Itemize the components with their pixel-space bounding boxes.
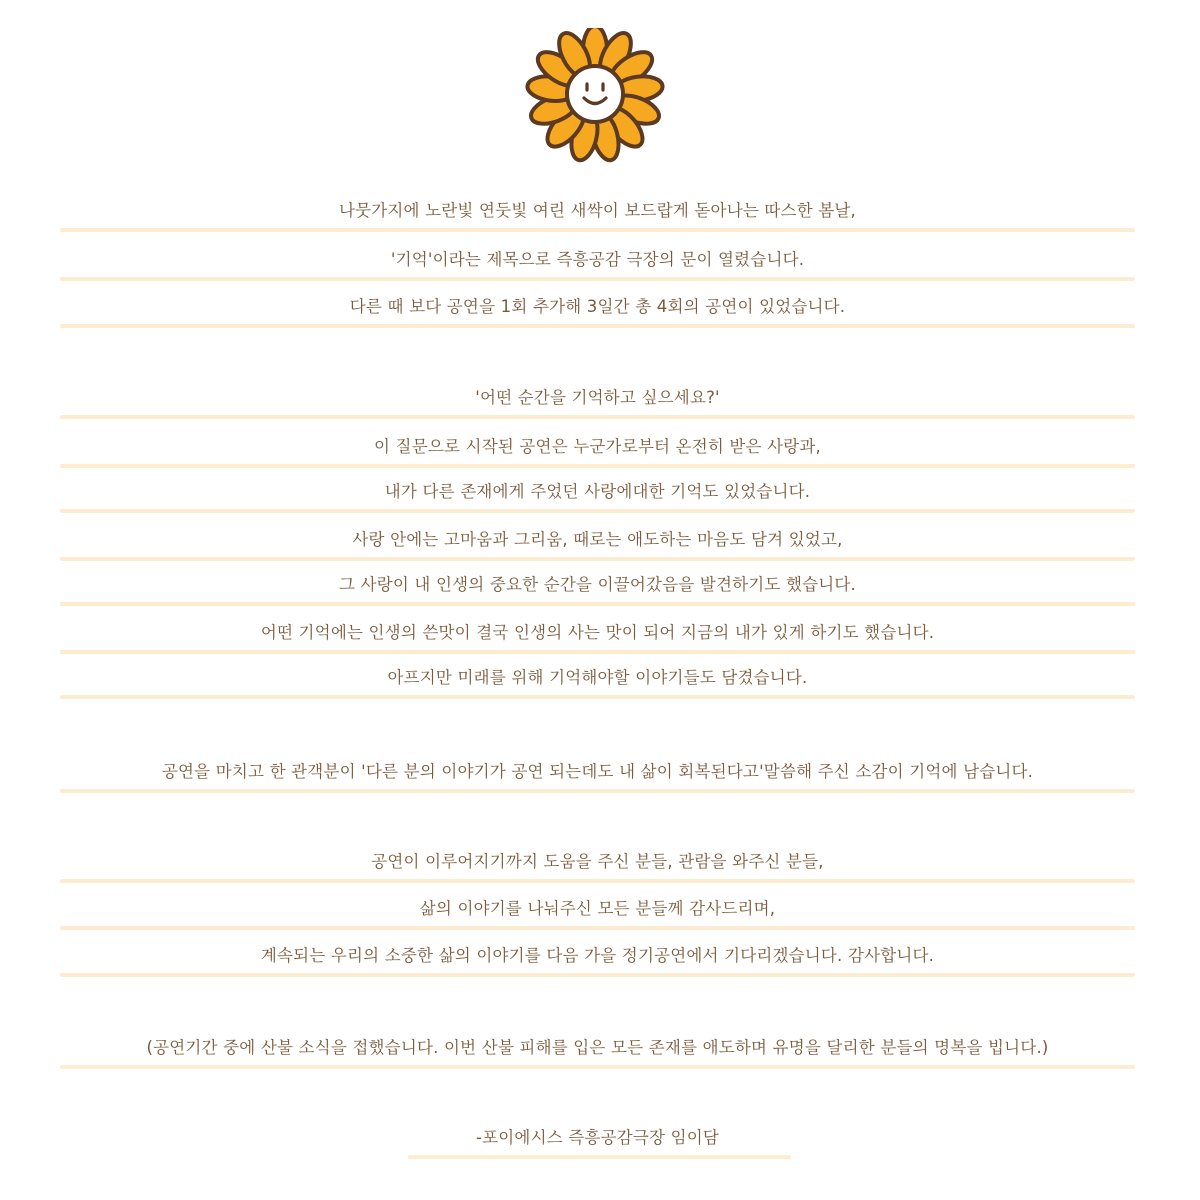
text-line: 삶의 이야기를 나눠주신 모든 분들께 감사드리며, [419, 899, 776, 918]
signature: -포이에시스 즉흥공감극장 임이담 [476, 1128, 719, 1147]
underline-rule [60, 602, 1135, 606]
text-line: 공연이 이루어지기까지 도움을 주신 분들, 관람을 와주신 분들, [371, 852, 824, 871]
underline-rule [60, 557, 1135, 561]
underline-rule [60, 1065, 1135, 1069]
underline-rule [60, 695, 1135, 699]
text-line: 어떤 기억에는 인생의 쓴맛이 결국 인생의 사는 맛이 되어 지금의 내가 있게 하기도 했습니다. [260, 623, 935, 642]
text-line: 계속되는 우리의 소중한 삶의 이야기를 다음 가을 정기공연에서 기다리겠습니다. 감사합니다. [260, 946, 935, 965]
text-line: (공연기간 중에 산불 소식을 접했습니다. 이번 산불 피해를 입은 모든 존재를 애도하며 유명을 달리한 분들의 명복을 빕니다.) [146, 1038, 1049, 1057]
text-line: 그 사랑이 내 인생의 중요한 순간을 이끌어갔음을 발견하기도 했습니다. [338, 575, 857, 594]
text-line: 나뭇가지에 노란빛 연둣빛 여린 새싹이 보드랍게 돋아나는 따스한 봄날, [338, 201, 857, 220]
text-line: 공연을 마치고 한 관객분이 '다른 분의 이야기가 공연 되는데도 내 삶이 회복된다고'말씀해 주신 소감이 기억에 남습니다. [161, 762, 1034, 781]
underline-rule [60, 464, 1135, 468]
underline-rule [60, 324, 1135, 328]
underline-rule [60, 509, 1135, 513]
text-line: 아프지만 미래를 위해 기억해야할 이야기들도 담겼습니다. [387, 668, 808, 687]
underline-rule [60, 789, 1135, 793]
text-line: 사랑 안에는 고마움과 그리움, 때로는 애도하는 마음도 담겨 있었고, [352, 530, 843, 549]
text-line: 이 질문으로 시작된 공연은 누군가로부터 온전히 받은 사랑과, [373, 437, 822, 456]
underline-rule [60, 926, 1135, 930]
smiling-sunflower-icon [520, 28, 670, 168]
underline-rule [60, 277, 1135, 281]
underline-rule [60, 973, 1135, 977]
text-line: '기억'이라는 제목으로 즉흥공감 극장의 문이 열렸습니다. [390, 250, 805, 269]
underline-rule [60, 879, 1135, 883]
underline-rule [60, 415, 1135, 419]
text-line: 내가 다른 존재에게 주었던 사랑에대한 기억도 있었습니다. [384, 482, 811, 501]
underline-rule [60, 650, 1135, 654]
text-line: '어떤 순간을 기억하고 싶으세요?' [475, 388, 720, 407]
text-line: 다른 때 보다 공연을 1회 추가해 3일간 총 4회의 공연이 있었습니다. [349, 297, 846, 316]
underline-rule [60, 228, 1135, 232]
signature-rule [408, 1155, 791, 1159]
